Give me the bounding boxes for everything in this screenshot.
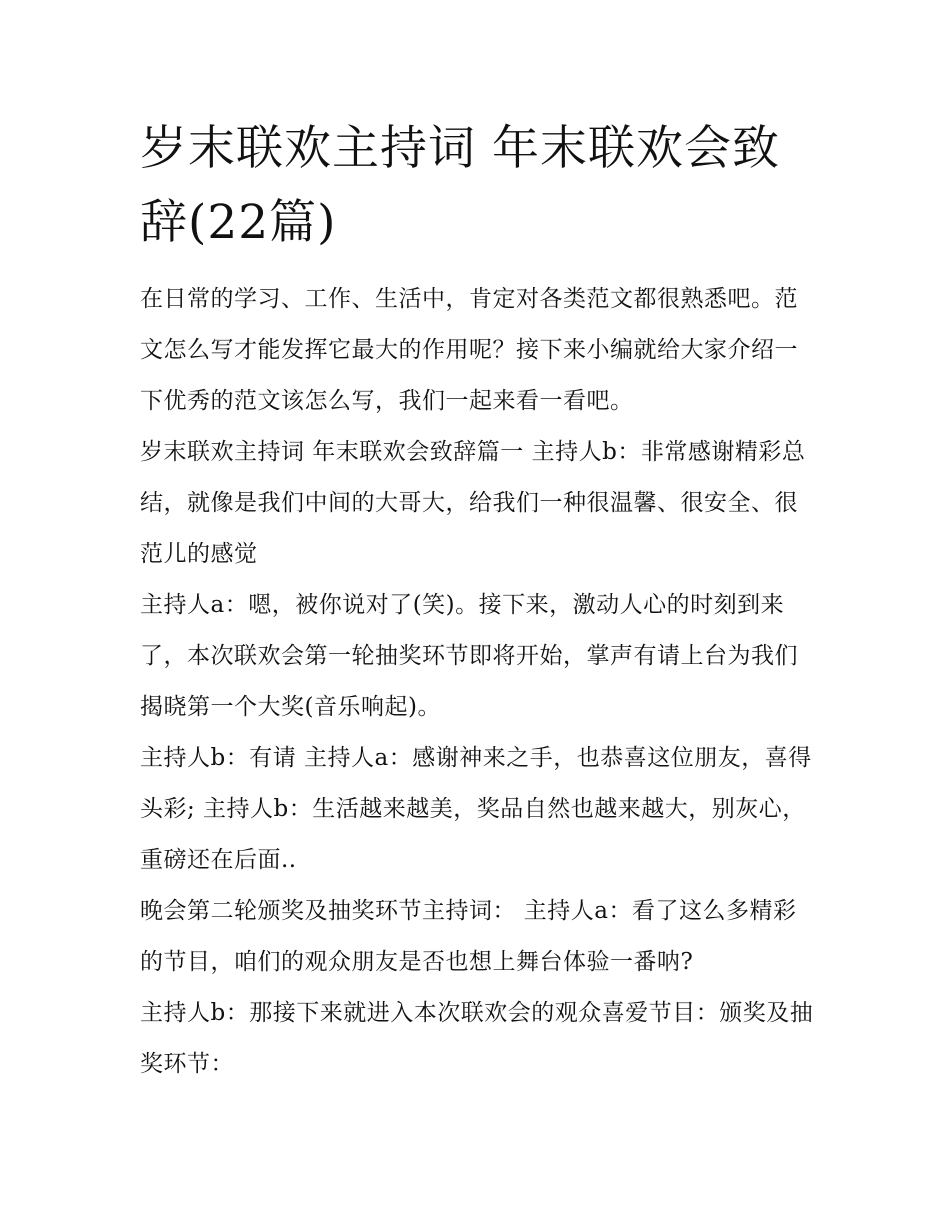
paragraph-second-round: 晚会第二轮颁奖及抽奖环节主持词： 主持人a：看了这么多精彩的节目，咱们的观众朋友是否也想上舞台体验一番呐? [140, 898, 797, 975]
paragraph-intro: 在日常的学习、工作、生活中，肯定对各类范文都很熟悉吧。范文怎么写才能发挥它最大的作用呢？接下来小编就给大家介绍一下优秀的范文该怎么写，我们一起来看一看吧。 [140, 286, 798, 414]
document-title: 岁末联欢主持词 年末联欢会致辞(22篇) [140, 121, 780, 250]
paragraph-host-b-invite: 主持人b：有请 主持人a：感谢神来之手，也恭喜这位朋友，喜得头彩; 主持人b：生活越来越美，奖品自然也越来越大，别灰心，重磅还在后面.. [140, 745, 812, 873]
paragraph-host-b-awards: 主持人b：那接下来就进入本次联欢会的观众喜爱节目：颁奖及抽奖环节： [140, 1000, 814, 1077]
paragraph-host-b-opening: 岁末联欢主持词 年末联欢会致辞篇一 主持人b：非常感谢精彩总结，就像是我们中间的大哥大，给我们一种很温馨、很安全、很范儿的感觉 [140, 439, 806, 567]
document-body [140, 274, 820, 1090]
paragraph-host-a-first-draw: 主持人a：嗯，被你说对了(笑)。接下来，激动人心的时刻到来了，本次联欢会第一轮抽奖环节即将开始，掌声有请上台为我们揭晓第一个大奖(音乐响起)。 [140, 592, 798, 720]
